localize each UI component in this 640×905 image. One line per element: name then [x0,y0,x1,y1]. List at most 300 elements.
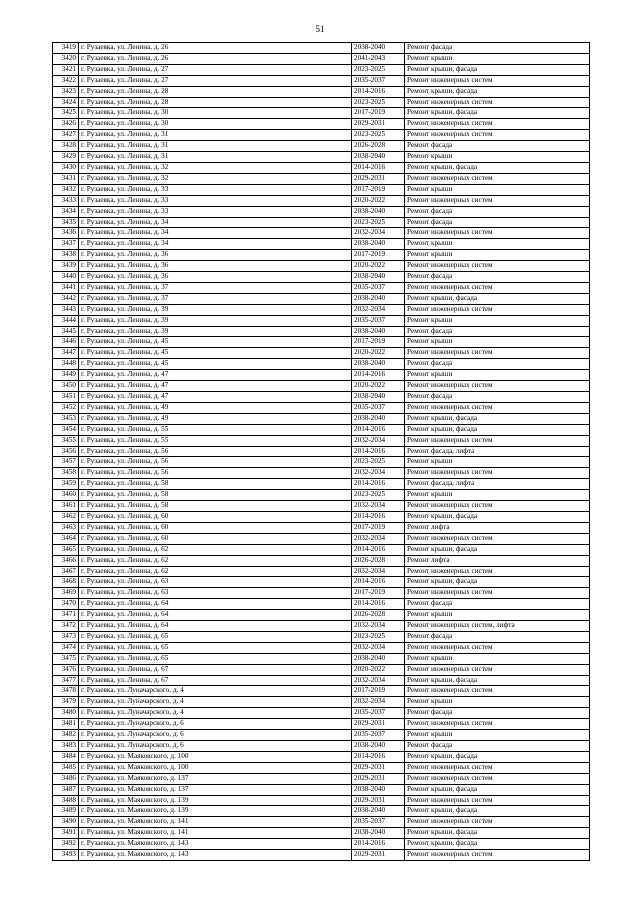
work-type-cell: Ремонт инженерных систем [405,228,590,239]
table-row [53,708,590,719]
period-cell: 2020-2022 [352,195,405,206]
table-row [53,490,590,501]
table-row [53,195,590,206]
work-type-cell: Ремонт крыши [405,653,590,664]
period-cell: 2029-2031 [352,119,405,130]
row-number-cell: 3432 [53,184,79,195]
work-type-cell: Ремонт фасада [405,359,590,370]
row-number-cell: 3464 [53,533,79,544]
address-cell: г. Рузаевка, ул. Ленина, д. 58 [79,501,352,512]
table-row [53,261,590,272]
period-cell: 2014-2016 [352,544,405,555]
address-cell: г. Рузаевка, ул. Ленина, д. 60 [79,522,352,533]
table-row [53,402,590,413]
table-row [53,239,590,250]
table-row [53,141,590,152]
address-cell: г. Рузаевка, ул. Ленина, д. 34 [79,228,352,239]
address-cell: г. Рузаевка, ул. Ленина, д. 47 [79,392,352,403]
period-cell: 2038-2040 [352,152,405,163]
row-number-cell: 3492 [53,839,79,850]
row-number-cell: 3419 [53,43,79,54]
work-type-cell: Ремонт фасада [405,599,590,610]
period-cell: 2032-2034 [352,675,405,686]
address-cell: г. Рузаевка, ул. Луначарского, д. 4 [79,697,352,708]
work-type-cell: Ремонт инженерных систем [405,75,590,86]
table-row [53,272,590,283]
row-number-cell: 3490 [53,817,79,828]
address-cell: г. Рузаевка, ул. Ленина, д. 62 [79,555,352,566]
period-cell: 2026-2028 [352,610,405,621]
row-number-cell: 3456 [53,446,79,457]
work-type-cell: Ремонт инженерных систем [405,381,590,392]
address-cell: г. Рузаевка, ул. Маяковского, д. 141 [79,817,352,828]
period-cell: 2032-2034 [352,566,405,577]
table-row [53,762,590,773]
table-row [53,173,590,184]
period-cell: 2017-2019 [352,588,405,599]
period-cell: 2035-2037 [352,708,405,719]
period-cell: 2023-2025 [352,490,405,501]
address-cell: г. Рузаевка, ул. Ленина, д. 33 [79,206,352,217]
period-cell: 2014-2016 [352,599,405,610]
address-cell: г. Рузаевка, ул. Ленина, д. 62 [79,566,352,577]
address-cell: г. Рузаевка, ул. Ленина, д. 65 [79,631,352,642]
work-type-cell: Ремонт инженерных систем [405,435,590,446]
period-cell: 2020-2022 [352,381,405,392]
row-number-cell: 3469 [53,588,79,599]
table-row [53,228,590,239]
row-number-cell: 3483 [53,741,79,752]
address-cell: г. Рузаевка, ул. Ленина, д. 45 [79,359,352,370]
table-row [53,348,590,359]
work-type-cell: Ремонт инженерных систем [405,642,590,653]
row-number-cell: 3474 [53,642,79,653]
address-cell: г. Рузаевка, ул. Ленина, д. 64 [79,610,352,621]
address-cell: г. Рузаевка, ул. Ленина, д. 32 [79,173,352,184]
period-cell: 2032-2034 [352,621,405,632]
work-type-cell: Ремонт инженерных систем [405,588,590,599]
work-type-cell: Ремонт крыши, фасада [405,64,590,75]
work-type-cell: Ремонт инженерных систем [405,817,590,828]
row-number-cell: 3446 [53,337,79,348]
work-type-cell: Ремонт крыши [405,184,590,195]
address-cell: г. Рузаевка, ул. Ленина, д. 34 [79,239,352,250]
address-cell: г. Рузаевка, ул. Ленина, д. 63 [79,588,352,599]
work-type-cell: Ремонт крыши [405,53,590,64]
address-cell: г. Рузаевка, ул. Ленина, д. 33 [79,195,352,206]
row-number-cell: 3489 [53,806,79,817]
table-row [53,162,590,173]
row-number-cell: 3476 [53,664,79,675]
row-number-cell: 3452 [53,402,79,413]
period-cell: 2023-2025 [352,130,405,141]
address-cell: г. Рузаевка, ул. Ленина, д. 33 [79,184,352,195]
table-row [53,697,590,708]
row-number-cell: 3444 [53,315,79,326]
row-number-cell: 3453 [53,413,79,424]
period-cell: 2014-2016 [352,479,405,490]
table-row [53,850,590,861]
row-number-cell: 3478 [53,686,79,697]
address-cell: г. Рузаевка, ул. Ленина, д. 65 [79,642,352,653]
row-number-cell: 3429 [53,152,79,163]
work-type-cell: Ремонт крыши, фасада [405,577,590,588]
period-cell: 2032-2034 [352,228,405,239]
work-type-cell: Ремонт инженерных систем [405,195,590,206]
row-number-cell: 3472 [53,621,79,632]
row-number-cell: 3457 [53,457,79,468]
work-type-cell: Ремонт крыши, фасада [405,784,590,795]
row-number-cell: 3455 [53,435,79,446]
work-type-cell: Ремонт крыши [405,610,590,621]
work-type-cell: Ремонт фасада [405,272,590,283]
address-cell: г. Рузаевка, ул. Ленина, д. 31 [79,141,352,152]
address-cell: г. Рузаевка, ул. Ленина, д. 36 [79,272,352,283]
period-cell: 2023-2025 [352,631,405,642]
row-number-cell: 3473 [53,631,79,642]
address-cell: г. Рузаевка, ул. Маяковского, д. 141 [79,828,352,839]
table-row [53,97,590,108]
work-type-cell: Ремонт инженерных систем [405,664,590,675]
work-type-cell: Ремонт фасада [405,708,590,719]
address-cell: г. Рузаевка, ул. Ленина, д. 58 [79,490,352,501]
table-row [53,381,590,392]
work-type-cell: Ремонт инженерных систем [405,762,590,773]
work-type-cell: Ремонт инженерных систем [405,533,590,544]
address-cell: г. Рузаевка, ул. Ленина, д. 56 [79,446,352,457]
row-number-cell: 3459 [53,479,79,490]
period-cell: 2029-2031 [352,850,405,861]
address-cell: г. Рузаевка, ул. Луначарского, д. 6 [79,730,352,741]
table-row [53,326,590,337]
address-cell: г. Рузаевка, ул. Ленина, д. 31 [79,130,352,141]
row-number-cell: 3449 [53,370,79,381]
period-cell: 2032-2034 [352,501,405,512]
period-cell: 2017-2019 [352,250,405,261]
work-type-cell: Ремонт инженерных систем [405,773,590,784]
address-cell: г. Рузаевка, ул. Ленина, д. 60 [79,511,352,522]
work-type-cell: Ремонт фасада [405,631,590,642]
period-cell: 2032-2034 [352,468,405,479]
table-row [53,817,590,828]
row-number-cell: 3470 [53,599,79,610]
work-type-cell: Ремонт крыши, фасада [405,424,590,435]
period-cell: 2014-2016 [352,370,405,381]
table-row [53,457,590,468]
row-number-cell: 3450 [53,381,79,392]
table-row [53,686,590,697]
address-cell: г. Рузаевка, ул. Маяковского, д. 139 [79,795,352,806]
period-cell: 2038-2040 [352,239,405,250]
table-row [53,675,590,686]
work-type-cell: Ремонт инженерных систем [405,282,590,293]
row-number-cell: 3420 [53,53,79,64]
work-type-cell: Ремонт инженерных систем [405,719,590,730]
period-cell: 2014-2016 [352,751,405,762]
address-cell: г. Рузаевка, ул. Ленина, д. 64 [79,599,352,610]
work-type-cell: Ремонт инженерных систем [405,850,590,861]
period-cell: 2014-2016 [352,511,405,522]
row-number-cell: 3440 [53,272,79,283]
period-cell: 2038-2040 [352,206,405,217]
period-cell: 2014-2016 [352,577,405,588]
period-cell: 2020-2022 [352,261,405,272]
work-type-cell: Ремонт фасада [405,206,590,217]
table-row [53,282,590,293]
row-number-cell: 3487 [53,784,79,795]
address-cell: г. Рузаевка, ул. Ленина, д. 36 [79,250,352,261]
period-cell: 2029-2031 [352,762,405,773]
table-row [53,828,590,839]
table-row [53,119,590,130]
address-cell: г. Рузаевка, ул. Маяковского, д. 139 [79,806,352,817]
table-row [53,359,590,370]
row-number-cell: 3467 [53,566,79,577]
address-cell: г. Рузаевка, ул. Ленина, д. 64 [79,621,352,632]
address-cell: г. Рузаевка, ул. Ленина, д. 36 [79,261,352,272]
table-row [53,206,590,217]
work-type-cell: Ремонт фасада [405,43,590,54]
work-type-cell: Ремонт инженерных систем [405,402,590,413]
row-number-cell: 3468 [53,577,79,588]
period-cell: 2026-2028 [352,555,405,566]
table-row [53,599,590,610]
address-cell: г. Рузаевка, ул. Маяковского, д. 137 [79,773,352,784]
work-type-cell: Ремонт крыши, фасада [405,806,590,817]
address-cell: г. Рузаевка, ул. Ленина, д. 26 [79,43,352,54]
row-number-cell: 3451 [53,392,79,403]
table-row [53,544,590,555]
period-cell: 2035-2037 [352,730,405,741]
table-row [53,446,590,457]
address-cell: г. Рузаевка, ул. Маяковского, д. 137 [79,784,352,795]
table-row [53,642,590,653]
period-cell: 2017-2019 [352,337,405,348]
work-type-cell: Ремонт инженерных систем [405,261,590,272]
work-type-cell: Ремонт инженерных систем [405,686,590,697]
table-row [53,479,590,490]
work-type-cell: Ремонт фасада [405,326,590,337]
address-cell: г. Рузаевка, ул. Ленина, д. 45 [79,348,352,359]
row-number-cell: 3426 [53,119,79,130]
address-cell: г. Рузаевка, ул. Луначарского, д. 4 [79,686,352,697]
address-cell: г. Рузаевка, ул. Ленина, д. 55 [79,435,352,446]
row-number-cell: 3482 [53,730,79,741]
address-cell: г. Рузаевка, ул. Луначарского, д. 4 [79,708,352,719]
address-cell: г. Рузаевка, ул. Ленина, д. 34 [79,217,352,228]
work-type-cell: Ремонт фасада [405,141,590,152]
row-number-cell: 3445 [53,326,79,337]
work-type-cell: Ремонт инженерных систем [405,501,590,512]
period-cell: 2026-2028 [352,141,405,152]
table-row [53,730,590,741]
table-row [53,152,590,163]
period-cell: 2038-2040 [352,784,405,795]
row-number-cell: 3479 [53,697,79,708]
period-cell: 2017-2019 [352,686,405,697]
work-type-cell: Ремонт крыши [405,697,590,708]
table-row [53,108,590,119]
work-type-cell: Ремонт инженерных систем [405,795,590,806]
address-cell: г. Рузаевка, ул. Ленина, д. 39 [79,304,352,315]
work-type-cell: Ремонт инженерных систем [405,348,590,359]
work-type-cell: Ремонт крыши [405,315,590,326]
work-type-cell: Ремонт фасада [405,217,590,228]
period-cell: 2014-2016 [352,86,405,97]
row-number-cell: 3458 [53,468,79,479]
period-cell: 2014-2016 [352,162,405,173]
table-row [53,741,590,752]
period-cell: 2020-2022 [352,348,405,359]
table-row [53,664,590,675]
address-cell: г. Рузаевка, ул. Ленина, д. 67 [79,664,352,675]
period-cell: 2038-2040 [352,741,405,752]
address-cell: г. Рузаевка, ул. Ленина, д. 63 [79,577,352,588]
row-number-cell: 3434 [53,206,79,217]
work-type-cell: Ремонт крыши, фасада [405,675,590,686]
period-cell: 2038-2040 [352,293,405,304]
row-number-cell: 3433 [53,195,79,206]
table-row [53,511,590,522]
row-number-cell: 3422 [53,75,79,86]
work-type-cell: Ремонт крыши, фасада [405,86,590,97]
period-cell: 2038-2040 [352,392,405,403]
work-type-cell: Ремонт крыши [405,250,590,261]
period-cell: 2014-2016 [352,446,405,457]
table-row [53,370,590,381]
period-cell: 2035-2037 [352,402,405,413]
address-cell: г. Рузаевка, ул. Ленина, д. 30 [79,119,352,130]
period-cell: 2032-2034 [352,642,405,653]
period-cell: 2038-2040 [352,413,405,424]
row-number-cell: 3465 [53,544,79,555]
address-cell: г. Рузаевка, ул. Ленина, д. 30 [79,108,352,119]
row-number-cell: 3485 [53,762,79,773]
row-number-cell: 3484 [53,751,79,762]
period-cell: 2017-2019 [352,108,405,119]
row-number-cell: 3435 [53,217,79,228]
address-cell: г. Рузаевка, ул. Ленина, д. 37 [79,293,352,304]
period-cell: 2029-2031 [352,173,405,184]
row-number-cell: 3477 [53,675,79,686]
table-row [53,304,590,315]
period-cell: 2014-2016 [352,839,405,850]
period-cell: 2023-2025 [352,64,405,75]
table-row [53,806,590,817]
work-type-cell: Ремонт крыши, фасада [405,108,590,119]
row-number-cell: 3488 [53,795,79,806]
page-number: 51 [315,24,325,34]
work-type-cell: Ремонт крыши, фасада [405,162,590,173]
row-number-cell: 3443 [53,304,79,315]
address-cell: г. Рузаевка, ул. Ленина, д. 49 [79,413,352,424]
period-cell: 2023-2025 [352,457,405,468]
table-row [53,751,590,762]
row-number-cell: 3447 [53,348,79,359]
period-cell: 2014-2016 [352,424,405,435]
work-type-cell: Ремонт крыши, фасада [405,293,590,304]
repair-schedule-table [52,42,590,861]
work-type-cell: Ремонт крыши [405,457,590,468]
row-number-cell: 3428 [53,141,79,152]
address-cell: г. Рузаевка, ул. Ленина, д. 32 [79,162,352,173]
table-row [53,631,590,642]
address-cell: г. Рузаевка, ул. Ленина, д. 28 [79,97,352,108]
row-number-cell: 3480 [53,708,79,719]
address-cell: г. Рузаевка, ул. Ленина, д. 27 [79,64,352,75]
work-type-cell: Ремонт инженерных систем [405,97,590,108]
address-cell: г. Рузаевка, ул. Ленина, д. 39 [79,315,352,326]
address-cell: г. Рузаевка, ул. Маяковского, д. 100 [79,762,352,773]
period-cell: 2032-2034 [352,697,405,708]
period-cell: 2038-2040 [352,828,405,839]
table-row [53,577,590,588]
table-row [53,719,590,730]
row-number-cell: 3439 [53,261,79,272]
row-number-cell: 3463 [53,522,79,533]
row-number-cell: 3471 [53,610,79,621]
work-type-cell: Ремонт крыши, фасада [405,828,590,839]
address-cell: г. Рузаевка, ул. Ленина, д. 45 [79,337,352,348]
work-type-cell: Ремонт фасада [405,392,590,403]
work-type-cell: Ремонт инженерных систем [405,304,590,315]
period-cell: 2023-2025 [352,97,405,108]
address-cell: г. Рузаевка, ул. Ленина, д. 39 [79,326,352,337]
work-type-cell: Ремонт инженерных систем [405,468,590,479]
row-number-cell: 3486 [53,773,79,784]
period-cell: 2029-2031 [352,773,405,784]
address-cell: г. Рузаевка, ул. Ленина, д. 60 [79,533,352,544]
address-cell: г. Рузаевка, ул. Ленина, д. 56 [79,457,352,468]
table-row [53,43,590,54]
row-number-cell: 3421 [53,64,79,75]
period-cell: 2035-2037 [352,75,405,86]
table-row [53,588,590,599]
address-cell: г. Рузаевка, ул. Луначарского, д. 6 [79,719,352,730]
period-cell: 2038-2040 [352,806,405,817]
work-type-cell: Ремонт крыши [405,239,590,250]
table-row [53,621,590,632]
table-row [53,424,590,435]
row-number-cell: 3427 [53,130,79,141]
address-cell: г. Рузаевка, ул. Маяковского, д. 143 [79,839,352,850]
table-row [53,501,590,512]
address-cell: г. Рузаевка, ул. Ленина, д. 28 [79,86,352,97]
address-cell: г. Рузаевка, ул. Ленина, д. 65 [79,653,352,664]
work-type-cell: Ремонт фасада, лифта [405,446,590,457]
table-row [53,795,590,806]
table-row [53,533,590,544]
table-row [53,610,590,621]
address-cell: г. Рузаевка, ул. Ленина, д. 56 [79,468,352,479]
row-number-cell: 3431 [53,173,79,184]
row-number-cell: 3442 [53,293,79,304]
row-number-cell: 3436 [53,228,79,239]
address-cell: г. Рузаевка, ул. Луначарского, д. 6 [79,741,352,752]
row-number-cell: 3475 [53,653,79,664]
work-type-cell: Ремонт крыши [405,490,590,501]
table-row [53,566,590,577]
work-type-cell: Ремонт инженерных систем, лифта [405,621,590,632]
row-number-cell: 3424 [53,97,79,108]
address-cell: г. Рузаевка, ул. Ленина, д. 47 [79,370,352,381]
work-type-cell: Ремонт крыши, фасада [405,413,590,424]
table-row [53,392,590,403]
table-row [53,86,590,97]
work-type-cell: Ремонт крыши [405,337,590,348]
address-cell: г. Рузаевка, ул. Ленина, д. 27 [79,75,352,86]
period-cell: 2038-2040 [352,326,405,337]
